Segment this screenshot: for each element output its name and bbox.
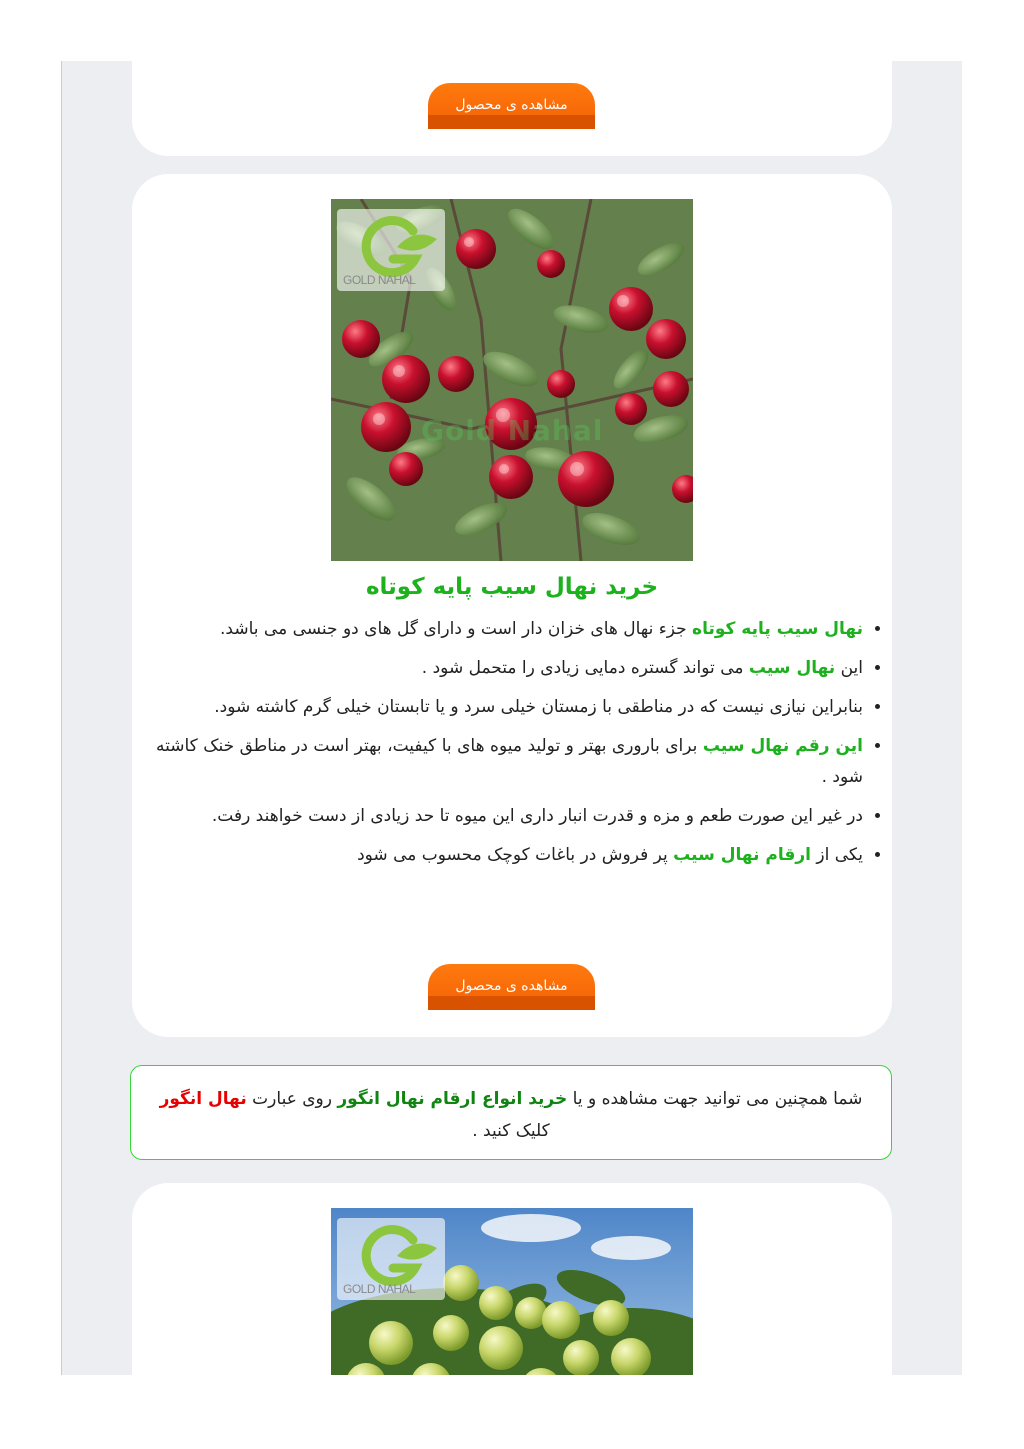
view-product-button[interactable]: مشاهده ی محصول bbox=[428, 83, 595, 129]
product-card bbox=[132, 174, 892, 1037]
list-item: • بنابراین نیازی نیست که در مناطقی با زمستان خیلی سرد و یا تابستان خیلی گرم کاشته شود. bbox=[156, 692, 863, 723]
product-card-previous bbox=[132, 61, 892, 156]
product-feature-list bbox=[156, 614, 885, 879]
list-item: • یکی از ارقام نهال سیب پر فروش در باغات کوچک محسوب می شود bbox=[156, 840, 863, 871]
red-apple-tree-photo[interactable] bbox=[331, 199, 693, 561]
list-item: • در غیر این صورت طعم و مزه و قدرت انبار داری این میوه تا حد زیادی از دست خواهند رفت. bbox=[156, 801, 863, 832]
product-link[interactable]: نهال سیب bbox=[748, 658, 836, 678]
list-item: • این نهال سیب می تواند گستره دمایی زیادی را متحمل شود . bbox=[156, 653, 863, 684]
product-link[interactable]: ارقام نهال سیب bbox=[673, 845, 811, 865]
product-link[interactable]: این رقم نهال سیب bbox=[702, 736, 863, 756]
list-item: • نهال سیب پایه کوتاه جزء نهال های خزان دار است و دارای گل های دو جنسی می باشد. bbox=[156, 614, 863, 645]
product-link[interactable]: نهال سیب پایه کوتاه bbox=[692, 619, 863, 639]
grape-varieties-link[interactable]: خرید انواع ارقام نهال انگور bbox=[337, 1089, 568, 1109]
grape-sapling-link[interactable]: نهال انگور bbox=[159, 1089, 247, 1109]
gold-nahal-logo-text: GOLD NAHAL bbox=[343, 273, 416, 287]
list-item: • این رقم نهال سیب برای باروری بهتر و تولید میوه های با کیفیت، بهتر است در مناطق خنک کاشته شود . bbox=[156, 731, 863, 793]
page-background bbox=[61, 61, 962, 1375]
view-product-button[interactable]: مشاهده ی محصول bbox=[428, 964, 595, 1010]
image-watermark: Gold Nahal bbox=[421, 414, 604, 447]
product-title: خرید نهال سیب پایه کوتاه bbox=[365, 574, 659, 600]
product-card-next bbox=[132, 1183, 892, 1375]
green-apple-tree-photo[interactable] bbox=[331, 1208, 693, 1375]
gold-nahal-logo bbox=[337, 1218, 445, 1300]
grape-notice-box: شما همچنین می توانید جهت مشاهده و یا خرید انواع ارقام نهال انگور روی عبارت نهال انگور کلیک کنید . bbox=[130, 1065, 892, 1160]
gold-nahal-logo-text: GOLD NAHAL bbox=[343, 1282, 416, 1296]
gold-nahal-logo bbox=[337, 209, 445, 291]
